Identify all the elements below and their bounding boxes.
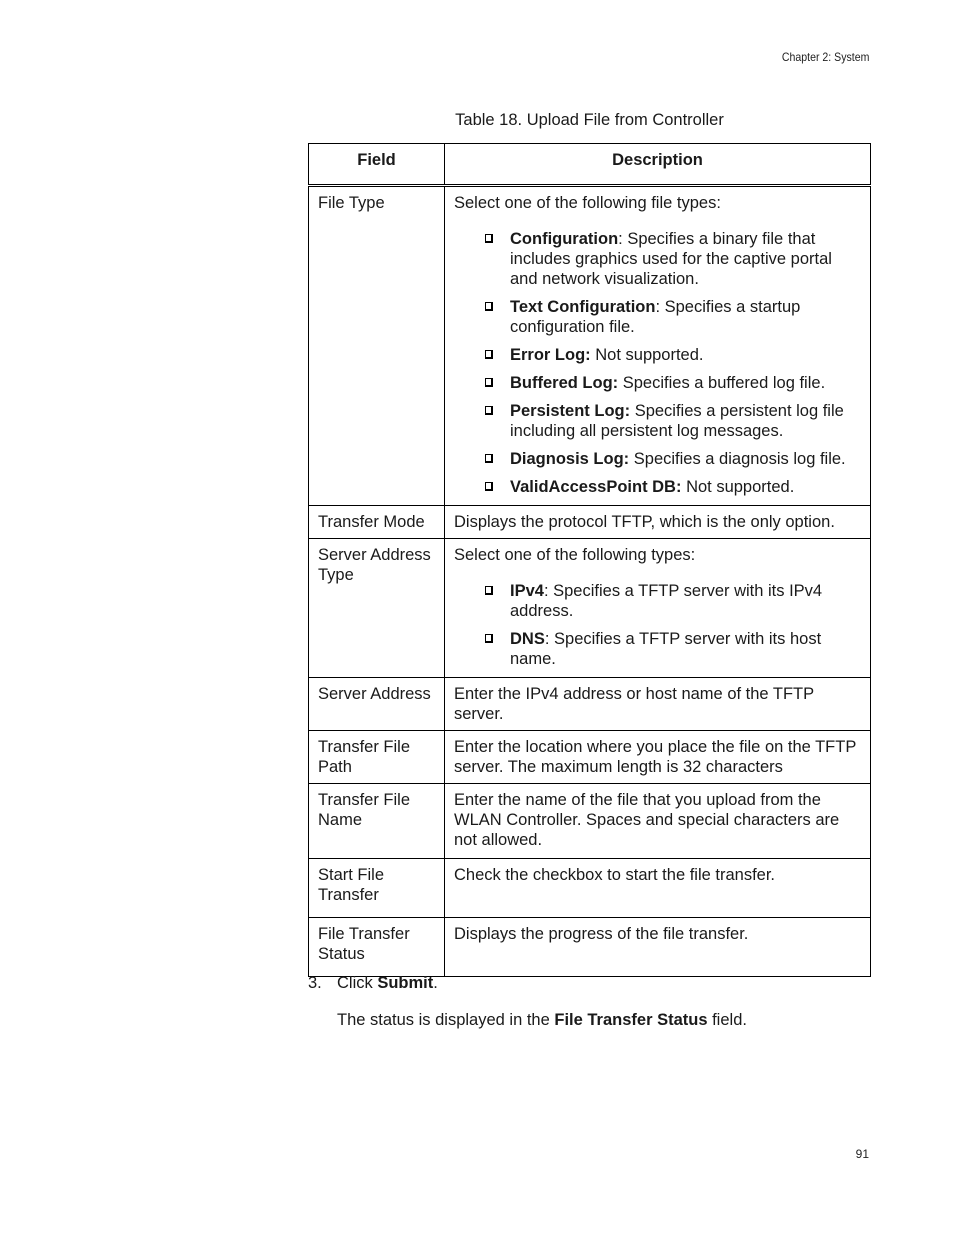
upload-file-table xyxy=(308,143,871,977)
field-cell: Transfer File Path xyxy=(309,731,445,784)
square-bullet-icon xyxy=(485,302,493,311)
description-cell: Displays the progress of the file transfer. xyxy=(445,918,871,977)
description-cell: Enter the IPv4 address or host name of the TFTP server. xyxy=(445,678,871,731)
table-row-transfer-file-path xyxy=(309,731,871,784)
description-intro: Select one of the following file types: xyxy=(454,194,721,212)
table-header-row xyxy=(309,144,871,186)
option-dns xyxy=(482,629,861,669)
option-text: Specifies a buffered log file. xyxy=(618,374,826,392)
field-cell: Transfer Mode xyxy=(309,506,445,539)
option-validaccesspoint-db xyxy=(482,477,861,497)
note-bold: File Transfer Status xyxy=(554,1011,708,1029)
square-bullet-icon xyxy=(485,406,493,415)
option-term: Text Configuration xyxy=(510,298,656,316)
option-term: IPv4 xyxy=(510,582,544,600)
file-type-options xyxy=(454,229,861,497)
note-prefix: The status is displayed in the xyxy=(337,1011,555,1029)
step-number: 3. xyxy=(308,974,322,992)
square-bullet-icon xyxy=(485,378,493,387)
option-text: : Specifies a TFTP server with its host name. xyxy=(510,630,822,668)
option-buffered-log xyxy=(482,373,861,393)
table-row-start-file-transfer xyxy=(309,859,871,918)
option-ipv4 xyxy=(482,581,861,621)
description-cell: Enter the name of the file that you upload from the WLAN Controller. Spaces and special characters are not allowed. xyxy=(445,784,871,859)
option-configuration xyxy=(482,229,861,289)
running-header: Chapter 2: System xyxy=(781,50,869,64)
option-term: Error Log: xyxy=(510,346,591,364)
field-cell: Server Address xyxy=(309,678,445,731)
step-bold: Submit xyxy=(377,974,434,992)
table-caption: Table 18. Upload File from Controller xyxy=(455,111,724,129)
table-row-file-transfer-status xyxy=(309,918,871,977)
square-bullet-icon xyxy=(485,454,493,463)
description-cell: Displays the protocol TFTP, which is the only option. xyxy=(445,506,871,539)
table-row-server-address-type xyxy=(309,539,871,678)
square-bullet-icon xyxy=(485,482,493,491)
step-3 xyxy=(308,974,438,993)
step-suffix: . xyxy=(433,974,438,992)
square-bullet-icon xyxy=(485,586,493,595)
square-bullet-icon xyxy=(485,634,493,643)
description-cell: Check the checkbox to start the file transfer. xyxy=(445,859,871,918)
table-row-file-type xyxy=(309,186,871,506)
note-suffix: field. xyxy=(707,1011,747,1029)
option-term: DNS xyxy=(510,630,545,648)
option-term: Buffered Log: xyxy=(510,374,619,392)
square-bullet-icon xyxy=(485,234,493,243)
option-term: Persistent Log: xyxy=(510,402,631,420)
square-bullet-icon xyxy=(485,350,493,359)
description-intro: Select one of the following types: xyxy=(454,546,696,564)
step-prefix: Click xyxy=(337,974,378,992)
description-cell xyxy=(445,186,871,506)
field-cell: File Type xyxy=(309,186,445,506)
option-text: : Specifies a binary file that includes graphics used for the captive portal and network visualization. xyxy=(510,230,832,288)
option-diagnosis-log xyxy=(482,449,861,469)
field-cell: Transfer File Name xyxy=(309,784,445,859)
option-text: : Specifies a startup configuration file. xyxy=(510,298,801,336)
table-row-transfer-mode xyxy=(309,506,871,539)
option-text: Specifies a diagnosis log file. xyxy=(629,450,846,468)
page-number: 91 xyxy=(855,1147,869,1161)
column-header-description: Description xyxy=(445,144,871,186)
field-cell: File Transfer Status xyxy=(309,918,445,977)
option-text: Not supported. xyxy=(590,346,704,364)
option-term: Diagnosis Log: xyxy=(510,450,630,468)
server-address-type-options xyxy=(454,581,861,669)
table-row-transfer-file-name xyxy=(309,784,871,859)
field-cell: Server Address Type xyxy=(309,539,445,678)
description-cell xyxy=(445,539,871,678)
option-text: Specifies a persistent log file including all persistent log messages. xyxy=(510,402,844,440)
option-text: Not supported. xyxy=(681,478,795,496)
option-error-log xyxy=(482,345,861,365)
option-text-configuration xyxy=(482,297,861,337)
table-row-server-address xyxy=(309,678,871,731)
option-text: : Specifies a TFTP server with its IPv4 address. xyxy=(510,582,823,620)
option-term: Configuration xyxy=(510,230,619,248)
option-persistent-log xyxy=(482,401,861,441)
column-header-field: Field xyxy=(309,144,445,186)
description-cell: Enter the location where you place the file on the TFTP server. The maximum length is 32 characters xyxy=(445,731,871,784)
field-cell: Start File Transfer xyxy=(309,859,445,918)
status-note xyxy=(337,1011,747,1030)
option-term: ValidAccessPoint DB: xyxy=(510,478,682,496)
